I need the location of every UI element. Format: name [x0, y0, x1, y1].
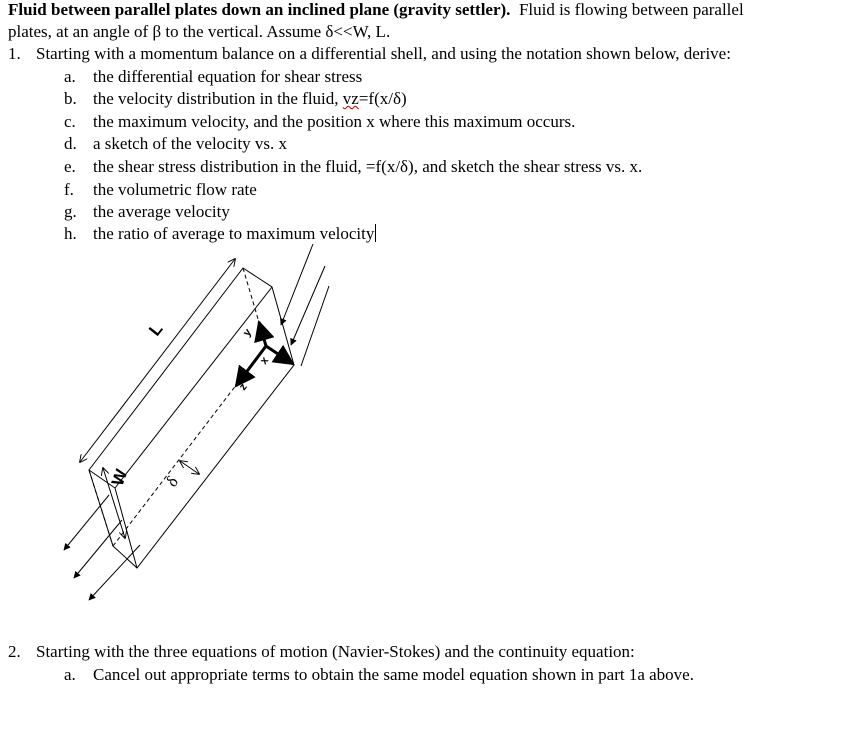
flow-arrows-top	[281, 244, 329, 366]
label-delta: δ	[162, 472, 183, 491]
q1-item-e-label: e.	[64, 157, 76, 176]
q1-item-f-label: f.	[64, 180, 74, 199]
q1-item-h-text: the ratio of average to maximum velocity	[93, 224, 375, 243]
length-dimension-arrow	[80, 259, 235, 462]
problem-title-rest: Fluid is flowing between parallel	[510, 0, 744, 19]
q1-item-e-text: the shear stress distribution in the fluid, =f(x/δ), and sketch the shear stress vs. x.	[93, 157, 643, 176]
q1-item-d-text: a sketch of the velocity vs. x	[93, 134, 288, 153]
q1-item-c-text: the maximum velocity, and the position x where this maximum occurs.	[93, 112, 576, 131]
question-2-text: Starting with the three equations of motion (Navier-Stokes) and the continuity equation:	[36, 642, 635, 661]
q1-item-g-text: the average velocity	[93, 202, 230, 221]
q1-item-h-label: h.	[64, 224, 77, 243]
q1-item-g-label: g.	[64, 202, 77, 221]
problem-title-line2: plates, at an angle of β to the vertical. Assume δ<<W, L.	[8, 22, 391, 41]
q1-item-b-text-post: =f(x/δ)	[358, 89, 407, 108]
q1-item-f-text: the volumetric flow rate	[93, 180, 257, 199]
thickness-dimension-arrow	[180, 461, 199, 474]
q1-item-d-label: d.	[64, 134, 77, 153]
label-length: L	[145, 319, 167, 340]
label-axis-y: y	[240, 326, 255, 339]
question-1-text: Starting with a momentum balance on a differential shell, and using the notation shown below, derive:	[36, 44, 731, 63]
problem-title-bold: Fluid between parallel plates down an inclined plane (gravity settler).	[8, 0, 511, 19]
q1-item-a-text: the differential equation for shear stress	[93, 67, 363, 86]
q1-item-b-vz: vz	[342, 89, 359, 108]
label-axis-x: x	[257, 354, 272, 367]
q2-item-a-text: Cancel out appropriate terms to obtain the same model equation shown in part 1a above.	[93, 665, 694, 684]
q1-item-a-label: a.	[64, 67, 76, 86]
label-width: W	[107, 466, 132, 489]
z-axis-arrow	[236, 346, 266, 386]
question-2-number: 2.	[8, 642, 21, 661]
q1-item-c-label: c.	[64, 112, 76, 131]
q2-item-a-label: a.	[64, 665, 76, 684]
q1-item-b-label: b.	[64, 89, 77, 108]
y-axis-arrow	[259, 322, 266, 346]
label-axis-z: z	[236, 381, 250, 393]
question-1-number: 1.	[8, 44, 21, 63]
q1-item-b-text-pre: the velocity distribution in the fluid,	[93, 89, 343, 108]
